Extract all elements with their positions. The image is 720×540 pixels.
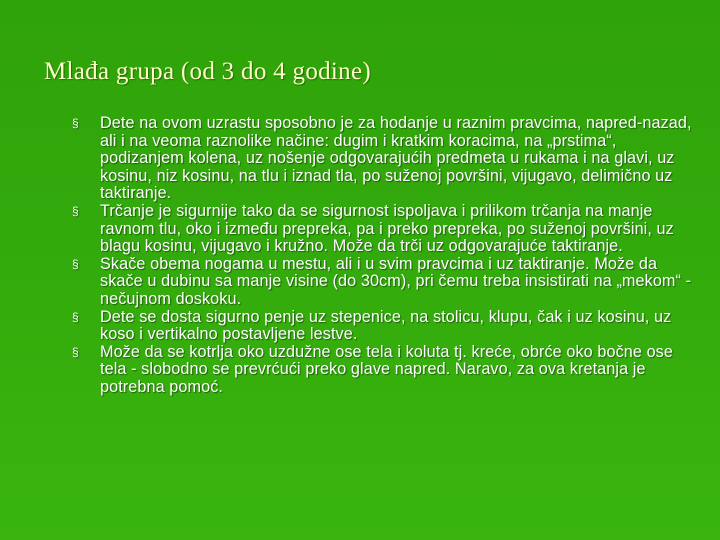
list-item <box>72 256 700 309</box>
bullet-icon: § <box>72 116 79 130</box>
bullet-icon: § <box>72 256 79 271</box>
bullet-icon: § <box>72 344 79 359</box>
slide-title: Mlađa grupa (od 3 do 4 godine) <box>44 58 371 85</box>
bullet-icon: § <box>72 309 79 324</box>
list-item <box>72 203 700 256</box>
list-item <box>72 344 700 397</box>
list-item-text: Dete se dosta sigurno penje uz stepenice, na stolicu, klupu, čak i uz kosinu, uz koso i vertikalno postavljene lestve. <box>100 307 672 344</box>
list-item-text: Može da se kotrlja oko uzdužne ose tela i koluta tj. kreće, obrće oko bočne ose tela - slobodno se prevrćući preko glave napred. Naravo, za ova kretanja je potrebna pomoć. <box>100 342 673 396</box>
list-item <box>72 309 700 344</box>
list-item-text: Dete na ovom uzrastu sposobno je za hodanje u raznim pravcima, napred-nazad, ali i na veoma raznolike načine: dugim i kratkim koracima, na „prstima“, podizanjem kolena, uz nošenje odgovarajućih predmeta u rukama i na glavi, uz kosinu, niz kosinu, na tlu i iznad tla, po suženoj površini, vijugavo, delimično uz taktiranje. <box>100 114 692 203</box>
list-item-text: Trčanje je sigurnije tako da se sigurnost ispoljava i prilikom trčanja na manje ravnom tlu, oko i između prepreka, pa i preko prepreka, po suženoj površini, uz blagu kosinu, vijugavo i kružno. Može da trči uz odgovarajuće taktiranje. <box>100 201 674 256</box>
list-item-text: Skače obema nogama u mestu, ali i u svim pravcima i uz taktiranje. Može da skače u dubinu sa manje visine (do 30cm), pri čemu treba insistirati na „mekom“ - nečujnom doskoku. <box>100 254 692 308</box>
bullet-icon: § <box>72 203 79 218</box>
bullet-list <box>72 115 700 397</box>
list-item <box>72 115 700 203</box>
